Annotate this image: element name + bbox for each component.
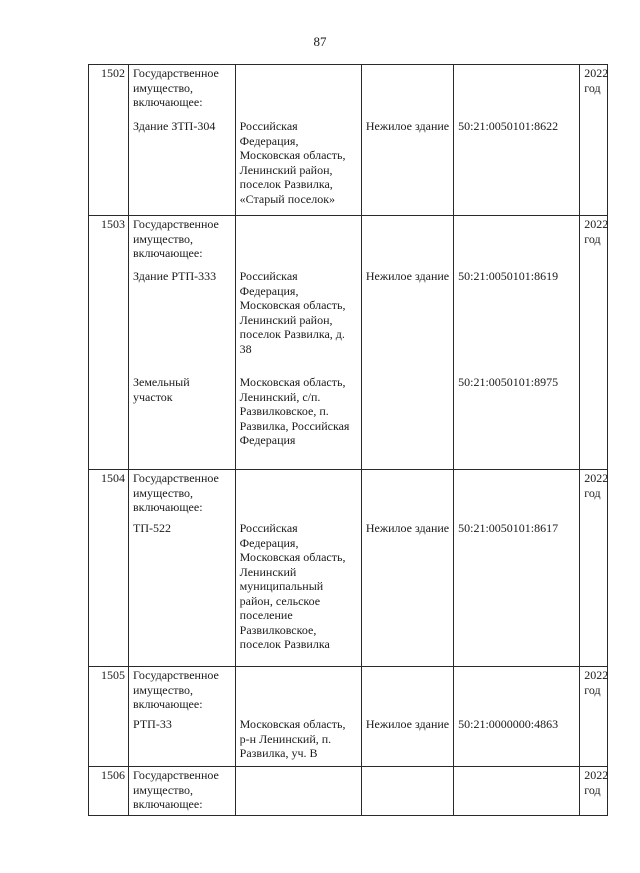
year-cell: 2022 год: [580, 767, 608, 816]
object-type-cell: [361, 65, 453, 216]
object-name: Земельный участок: [133, 375, 190, 404]
group-header: Государственное имущество, включающее:: [133, 217, 219, 260]
cadastral-cell: [454, 667, 580, 767]
page-number: 87: [313, 34, 327, 49]
row-number: 1505: [89, 667, 129, 767]
group-header: Государственное имущество, включающее:: [133, 66, 219, 109]
year-cell: 2022 год: [580, 216, 608, 470]
group-header: Государственное имущество, включающее:: [133, 668, 219, 711]
object-type: Нежилое здание: [365, 521, 450, 535]
row-number: 1506: [89, 767, 129, 816]
object-type-cell: [361, 216, 453, 470]
object-name-cell: [129, 767, 236, 816]
object-type-cell: [361, 667, 453, 767]
year-cell: 2022 год: [580, 65, 608, 216]
address-cell: [235, 216, 361, 470]
address-cell: [235, 667, 361, 767]
object-name: Здание ЗТП-304: [133, 119, 216, 133]
object-address: Российская Федерация, Московская область, Ленинский район, поселок Развилка, «Старый поселок»: [239, 119, 346, 206]
row-number: 1504: [89, 470, 129, 667]
row-number: 1502: [89, 65, 129, 216]
cadastral-cell: [454, 767, 580, 816]
cadastral-number: 50:21:0050101:8617: [458, 521, 559, 535]
group-header: Государственное имущество, включающее:: [133, 471, 219, 514]
cadastral-number: 50:21:0050101:8622: [458, 119, 559, 133]
table-row: [89, 65, 608, 216]
address-cell: [235, 767, 361, 816]
table-row: [89, 216, 608, 470]
object-address: Московская область, Ленинский, с/п. Развилковское, п. Развилка, Российская Федерация: [239, 375, 350, 447]
address-cell: [235, 470, 361, 667]
table-row: [89, 767, 608, 816]
object-name-cell: [129, 667, 236, 767]
object-type: Нежилое здание: [365, 119, 450, 133]
object-type-cell: [361, 470, 453, 667]
property-registry-table: [88, 64, 608, 816]
address-cell: [235, 65, 361, 216]
object-type: Нежилое здание: [365, 269, 450, 283]
object-type: Нежилое здание: [365, 717, 450, 731]
object-address: Российская Федерация, Московская область, Ленинский район, поселок Развилка, д. 38: [239, 269, 346, 356]
object-name-cell: [129, 470, 236, 667]
object-name: РТП-33: [133, 717, 172, 731]
row-number: 1503: [89, 216, 129, 470]
cadastral-number: 50:21:0050101:8619: [458, 269, 559, 283]
cadastral-number: 50:21:0000000:4863: [458, 717, 559, 731]
object-address: Московская область, р-н Ленинский, п. Развилка, уч. В: [239, 717, 346, 760]
object-address: Российская Федерация, Московская область, Ленинский муниципальный район, сельское поселение Развилковское, поселок Развилка: [239, 521, 346, 651]
cadastral-cell: [454, 216, 580, 470]
object-type-cell: [361, 767, 453, 816]
object-name: ТП-522: [133, 521, 171, 535]
cadastral-cell: [454, 65, 580, 216]
table-row: [89, 667, 608, 767]
cadastral-cell: [454, 470, 580, 667]
year-cell: 2022 год: [580, 470, 608, 667]
year-cell: 2022 год: [580, 667, 608, 767]
group-header: Государственное имущество, включающее:: [133, 768, 219, 811]
object-name-cell: [129, 65, 236, 216]
object-name: Здание РТП-333: [133, 269, 217, 283]
cadastral-number: 50:21:0050101:8975: [458, 375, 559, 389]
object-name-cell: [129, 216, 236, 470]
table-row: [89, 470, 608, 667]
